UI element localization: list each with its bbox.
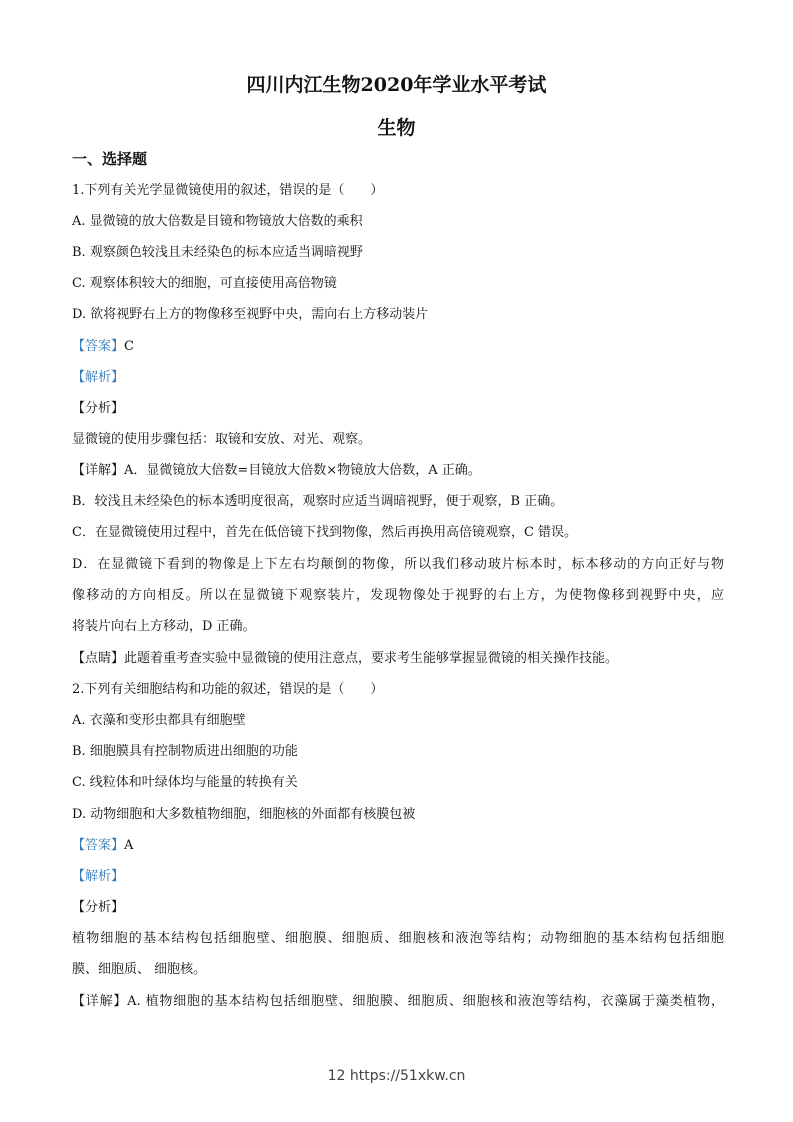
page-number: 12 xyxy=(327,1068,346,1084)
q1-option-b: B. 观察颜色较浅且未经染色的标本应适当调暗视野 xyxy=(72,245,363,260)
q1-comment-line xyxy=(72,649,724,669)
q1-option-c: C. 观察体积较大的细胞，可直接使用高倍物镜 xyxy=(72,276,337,291)
q2-fenxi-tag: 【分析】 xyxy=(72,900,125,915)
footer-url[interactable]: https://51xkw.cn xyxy=(349,1068,466,1084)
q1-detail-tag: 【详解】 xyxy=(72,463,125,478)
q1-detail-line xyxy=(72,461,724,481)
q2-option-c: C. 线粒体和叶绿体均与能量的转换有关 xyxy=(72,775,298,790)
q2-stem: 2.下列有关细胞结构和功能的叙述，错误的是（ ） xyxy=(72,682,384,697)
q2-option-b: B. 细胞膜具有控制物质进出细胞的功能 xyxy=(72,744,298,759)
q1-detail-b: B．较浅且未经染色的标本透明度很高，观察时应适当调暗视野，便于观察，B 正确。 xyxy=(72,494,564,509)
document-title: 四川内江生物2020年学业水平考试 xyxy=(246,74,547,96)
q1-option-d: D. 欲将视野右上方的物像移至视野中央，需向右上方移动装片 xyxy=(72,307,429,322)
document-subtitle: 生物 xyxy=(377,117,416,139)
q2-answer-tag: 【答案】 xyxy=(72,838,125,853)
q1-stem: 1.下列有关光学显微镜使用的叙述，错误的是（ ） xyxy=(72,183,384,198)
q2-answer-value: A xyxy=(124,838,134,853)
q2-detail-a: A. 植物细胞的基本结构包括细胞壁、细胞膜、细胞质、细胞核和液泡等结构，衣藻属于藻类植物， xyxy=(127,994,724,1009)
q1-detail-d-2: 像移动的方向相反。所以在显微镜下观察装片，发现物像处于视野的右上方，为使物像移到视野中央，应 xyxy=(72,588,724,603)
q2-analysis-tag: 【解析】 xyxy=(72,869,125,884)
section-heading: 一、选择题 xyxy=(72,150,148,168)
q1-fenxi-tag: 【分析】 xyxy=(72,401,125,416)
q2-answer-line xyxy=(72,836,724,856)
q2-fenxi-text-1: 植物细胞的基本结构包括细胞壁、细胞膜、细胞质、细胞核和液泡等结构；动物细胞的基本结构包括细胞 xyxy=(72,931,724,946)
q1-answer-line xyxy=(72,337,724,357)
q1-detail-d-3: 将装片向右上方移动，D 正确。 xyxy=(72,619,256,634)
q1-detail-c: C．在显微镜使用过程中，首先在低倍镜下找到物像，然后再换用高倍镜观察，C 错误。 xyxy=(72,525,578,540)
q1-analysis-tag: 【解析】 xyxy=(72,370,125,385)
q1-comment-text: 此题着重考查实验中显微镜的使用注意点，要求考生能够掌握显微镜的相关操作技能。 xyxy=(124,651,619,666)
q1-answer-value: C xyxy=(124,339,134,354)
q2-fenxi-text-2: 膜、细胞质、 细胞核。 xyxy=(72,962,207,977)
q1-comment-tag: 【点睛】 xyxy=(72,651,125,666)
q2-option-a: A. 衣藻和变形虫都具有细胞壁 xyxy=(72,713,246,728)
q1-detail-d-1: D．在显微镜下看到的物像是上下左右均颠倒的物像，所以我们移动玻片标本时，标本移动的方向正好与物 xyxy=(72,557,724,572)
q1-answer-tag: 【答案】 xyxy=(72,339,125,354)
page-footer xyxy=(0,1068,793,1084)
q1-detail-a: A．显微镜放大倍数=目镜放大倍数×物镜放大倍数，A 正确。 xyxy=(124,463,481,478)
q2-detail-tag: 【详解】 xyxy=(72,994,128,1009)
q1-option-a: A. 显微镜的放大倍数是目镜和物镜放大倍数的乘积 xyxy=(72,214,363,229)
q2-detail-line xyxy=(72,992,724,1012)
q1-fenxi-text: 显微镜的使用步骤包括：取镜和安放、对光、观察。 xyxy=(72,432,372,447)
q2-option-d: D. 动物细胞和大多数植物细胞，细胞核的外面都有核膜包被 xyxy=(72,807,416,822)
